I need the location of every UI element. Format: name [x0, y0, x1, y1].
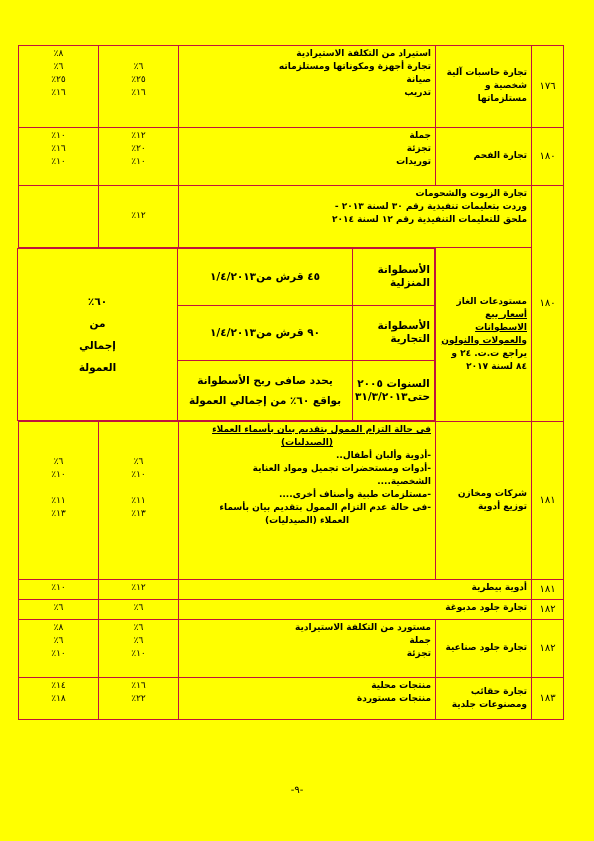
description-line: -أدوية وألبان أطفال.. — [336, 451, 432, 461]
activity-cell: تجارة جلود مدبوغة — [179, 600, 532, 620]
description-line: تجزئة — [406, 144, 432, 154]
activity-cell: تجارة جلود صناعية — [436, 620, 532, 678]
description-line: صيانة — [406, 75, 432, 85]
table-row — [19, 580, 564, 600]
rate-value: ١٠٪ — [131, 157, 146, 167]
description-line: العملاء (الصيدليات) — [264, 516, 350, 526]
rate-cell-2 — [19, 186, 99, 248]
rate-cell-1 — [99, 678, 179, 720]
description-line: -أدوات ومستحضرات تجميل ومواد العناية — [252, 464, 432, 474]
description-line: الشخصية.... — [377, 477, 432, 487]
activity-cell — [436, 248, 532, 422]
table-row — [19, 422, 564, 580]
years-label: السنوات ٢٠٠٥ حتى٣١/٣/٢٠١٣ — [353, 361, 435, 421]
row-number: ١٨١ — [532, 580, 564, 600]
row-number: ١٨٢ — [532, 600, 564, 620]
commercial-cylinder-value: ٩٠ قرش من١/٤/٢٠١٣ — [178, 306, 353, 361]
table-row — [19, 128, 564, 186]
activity-cell: تجارة حاسبات آلية شخصية و مستلزماتها — [436, 46, 532, 128]
description-line: تجارة الزيوت والشحومات — [415, 189, 528, 199]
rate-value: ١٠٪ — [51, 649, 66, 659]
rate-cell-2 — [19, 620, 99, 678]
rate-value: ١٦٪ — [131, 681, 146, 691]
rate-value: ١٣٪ — [131, 509, 146, 519]
rate-value: ١١٪ — [131, 496, 146, 506]
rate-value: ١٣٪ — [51, 509, 66, 519]
row-number: ١٨٠ — [532, 186, 564, 422]
description-line: -فى حالة عدم التزام الممول بتقديم بيان بأسماء — [219, 503, 432, 513]
description-line: ملحق للتعليمات التنفيذية رقم ١٢ لسنة ٢٠١٤ — [331, 215, 528, 225]
row-number: ١٨٣ — [532, 678, 564, 720]
rate-cell-2 — [19, 46, 99, 128]
rate-value: ١٦٪ — [51, 88, 66, 98]
table-row — [19, 620, 564, 678]
description-cell — [179, 620, 436, 678]
description-line: تدريب — [404, 88, 432, 98]
description-cell — [179, 186, 532, 248]
description-line: منتجات محلية — [371, 681, 432, 691]
rate-cell-2 — [19, 422, 99, 580]
years-line: بواقع ٦٠٪ من إجمالي العمولة — [188, 394, 342, 407]
description-cell — [179, 46, 436, 128]
rate-value: ١٠٪ — [51, 157, 66, 167]
rate-cell-1 — [99, 620, 179, 678]
description-line: فى حالة التزام الممول بتقديم بيان بأسماء العملاء — [212, 425, 432, 435]
home-cylinder-value: ٤٥ قرش من١/٤/٢٠١٣ — [178, 249, 353, 306]
description-line: وردت بتعليمات تنفيذية رقم ٣٠ لسنة ٢٠١٣ - — [334, 202, 528, 212]
page-number: -٩- — [290, 785, 304, 796]
rate-value: ١٢٪ — [131, 131, 146, 141]
rate-value: ٦٪ — [53, 62, 64, 72]
activity-line: يراجع ت.ت. ٢٤ و ٨٤ لسنة ٢٠١٧ — [451, 348, 528, 372]
activity-cell: تجارة حقائب ومصنوعات جلدية — [436, 678, 532, 720]
rate-value: ٦٪ — [133, 623, 144, 633]
activity-cell: تجارة الفحم — [436, 128, 532, 186]
rate-cell-1 — [99, 46, 179, 128]
activity-cell: شركات ومخازن توزيع أدوية — [436, 422, 532, 580]
years-value — [178, 361, 353, 421]
activity-line: مستودعات الغاز — [456, 296, 528, 307]
tax-rates-table — [18, 45, 564, 720]
rate-value: ١٨٪ — [51, 694, 66, 704]
activity-cell: أدوية بيطرية — [179, 580, 532, 600]
rate-value: ٦٪ — [133, 457, 144, 467]
description-line: مستورد من التكلفة الاستيرادية — [294, 623, 432, 633]
rate-value: ٦٪ — [53, 457, 64, 467]
description-line: منتجات مستوردة — [356, 694, 432, 704]
rate-cell-2 — [19, 678, 99, 720]
rate-value — [23, 482, 94, 495]
rate-cell-1: ١٢٪ — [99, 580, 179, 600]
description-cell — [179, 678, 436, 720]
description-line: استيراد من التكلفة الاستيرادية — [296, 49, 432, 59]
row-number: ١٨٢ — [532, 620, 564, 678]
commission-line: ٦٠٪ — [87, 295, 108, 308]
rate-cell-2: ١٠٪ — [19, 580, 99, 600]
rate-value: ٢٢٪ — [131, 694, 146, 704]
commission-line: من — [89, 317, 106, 330]
description-line: -مستلزمات طبية وأصناف أخرى.... — [278, 490, 432, 500]
rate-cell-1: ٦٪ — [99, 600, 179, 620]
description-line: تجارة أجهزة ومكوناتها ومستلزماته — [278, 62, 432, 72]
rate-value: ٦٪ — [53, 636, 64, 646]
rate-value: ١٦٪ — [131, 88, 146, 98]
description-cell — [179, 128, 436, 186]
table-row — [19, 248, 564, 422]
row-number: ١٨٠ — [532, 128, 564, 186]
rate-value: ٢٥٪ — [131, 75, 146, 85]
activity-line: أسعار بيع الاسطوانات والعمولات والنولون — [441, 309, 528, 346]
commission-share-cell — [18, 249, 178, 421]
rate-value — [103, 482, 174, 495]
rate-value: ١٠٪ — [51, 470, 66, 480]
table-row — [19, 186, 564, 248]
table-row — [19, 46, 564, 128]
rate-value — [103, 48, 174, 61]
rate-value: ٦٪ — [133, 636, 144, 646]
description-line: تجزئة — [406, 649, 432, 659]
rate-value: ١٠٪ — [131, 649, 146, 659]
rate-cell-1 — [99, 128, 179, 186]
description-line: جملة — [409, 131, 432, 141]
rate-value: ١٠٪ — [51, 131, 66, 141]
description-line: جملة — [409, 636, 432, 646]
rate-value: ١١٪ — [51, 496, 66, 506]
description-cell — [179, 422, 436, 580]
commercial-cylinder-label: الأسطوانة التجارية — [353, 306, 435, 361]
table-row — [19, 600, 564, 620]
commission-line: إجمالي — [79, 339, 116, 352]
row-number: ١٨١ — [532, 422, 564, 580]
description-line: توريدات — [396, 157, 432, 167]
rate-cell-2: ٦٪ — [19, 600, 99, 620]
rate-value: ١٦٪ — [51, 144, 66, 154]
rate-value: ٨٪ — [53, 623, 64, 633]
rate-cell-1 — [99, 422, 179, 580]
table-row — [19, 678, 564, 720]
rate-value: ٢٠٪ — [131, 144, 146, 154]
rate-value: ٦٪ — [133, 62, 144, 72]
years-line: يحدد صافى ربح الأسطوانة — [197, 374, 333, 387]
home-cylinder-label: الأسطوانة المنزلية — [353, 249, 435, 306]
rate-value: ١٠٪ — [131, 470, 146, 480]
rate-value: ١٤٪ — [51, 681, 66, 691]
rate-value: ٨٪ — [53, 49, 64, 59]
rate-cell-1: ١٢٪ — [99, 186, 179, 248]
description-line: (الصيدليات) — [281, 438, 333, 448]
gas-subtable-cell — [19, 248, 436, 422]
commission-line: العمولة — [78, 361, 117, 374]
gas-subtable — [17, 248, 435, 421]
rate-cell-2 — [19, 128, 99, 186]
row-number: ١٧٦ — [532, 46, 564, 128]
rate-value: ٢٥٪ — [51, 75, 66, 85]
